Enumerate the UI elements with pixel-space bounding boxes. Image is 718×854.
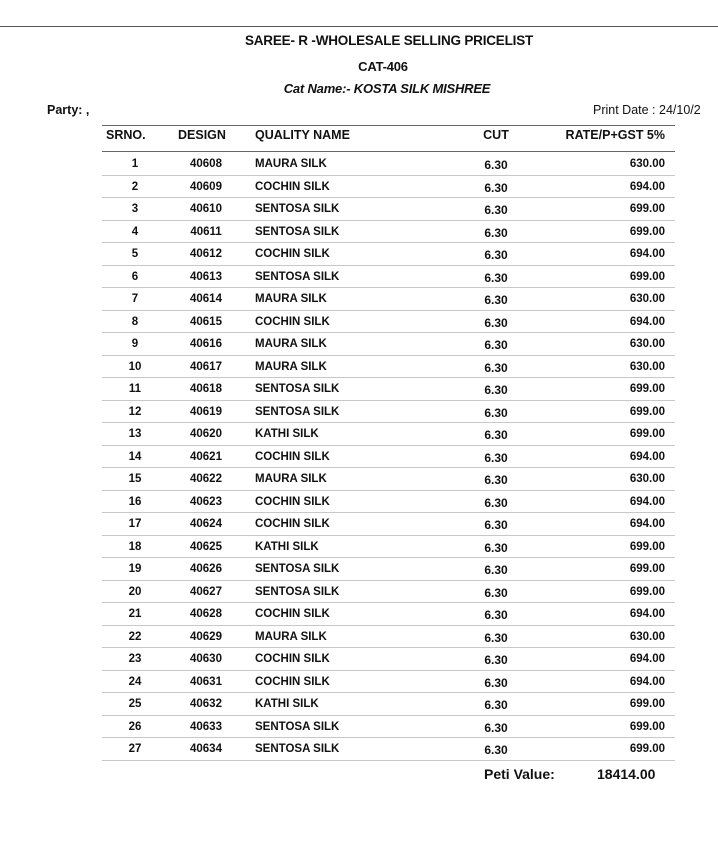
column-header-quality-name: QUALITY NAME <box>255 128 350 142</box>
row-rate: 699.00 <box>629 563 665 575</box>
row-rate: 699.00 <box>629 698 665 710</box>
table-row <box>102 198 675 221</box>
table-row <box>102 243 675 266</box>
row-cut: 6.30 <box>484 360 508 375</box>
row-rate: 699.00 <box>629 585 665 598</box>
row-srno: 14 <box>128 450 142 463</box>
table-row <box>102 446 675 469</box>
row-srno: 7 <box>131 293 139 305</box>
row-design: 40612 <box>190 248 222 260</box>
table-row <box>102 333 675 356</box>
row-quality-name: SENTOSA SILK <box>255 203 340 215</box>
row-rate: 699.00 <box>629 428 665 440</box>
row-rate: 694.00 <box>629 675 665 688</box>
table-row <box>102 513 675 536</box>
table-row <box>102 468 675 491</box>
table-row <box>102 716 675 739</box>
top-divider <box>0 26 718 27</box>
row-cut: 6.30 <box>484 518 508 532</box>
row-srno: 25 <box>128 698 142 710</box>
party-label: Party: , <box>47 103 90 117</box>
table-row <box>102 356 675 379</box>
row-srno: 19 <box>128 563 142 575</box>
row-cut: 6.30 <box>484 743 508 757</box>
column-header-design: DESIGN <box>178 128 226 142</box>
row-design: 40617 <box>190 360 222 373</box>
row-design: 40634 <box>190 743 222 755</box>
row-cut: 6.30 <box>484 675 508 690</box>
row-design: 40611 <box>190 225 222 238</box>
row-design: 40619 <box>190 405 222 418</box>
row-cut: 6.30 <box>484 203 508 217</box>
row-quality-name: SENTOSA SILK <box>255 225 340 238</box>
row-design: 40621 <box>190 450 222 463</box>
print-date: Print Date : 24/10/2 <box>593 103 701 117</box>
row-cut: 6.30 <box>484 608 508 622</box>
row-design: 40610 <box>190 203 222 215</box>
row-rate: 699.00 <box>629 540 665 553</box>
table-row <box>102 401 675 424</box>
table-row <box>102 221 675 244</box>
row-cut: 6.30 <box>484 248 508 262</box>
row-quality-name: SENTOSA SILK <box>255 585 340 598</box>
row-rate: 694.00 <box>629 450 665 463</box>
row-srno: 21 <box>128 608 142 620</box>
catalog-number: CAT-406 <box>358 59 408 74</box>
table-row <box>102 693 675 716</box>
table-row <box>102 176 675 199</box>
row-rate: 699.00 <box>629 720 665 733</box>
row-rate: 694.00 <box>629 495 665 508</box>
row-quality-name: SENTOSA SILK <box>255 405 340 418</box>
row-rate: 630.00 <box>629 630 665 643</box>
row-quality-name: MAURA SILK <box>255 360 327 373</box>
table-row <box>102 671 675 694</box>
peti-value-label: Peti Value: <box>484 766 555 782</box>
row-quality-name: MAURA SILK <box>255 293 327 305</box>
row-design: 40630 <box>190 653 222 665</box>
row-cut: 6.30 <box>484 450 508 465</box>
row-quality-name: SENTOSA SILK <box>255 743 340 755</box>
row-quality-name: COCHIN SILK <box>255 653 330 665</box>
table-row <box>102 626 675 649</box>
row-cut: 6.30 <box>484 698 508 712</box>
row-rate: 630.00 <box>629 338 665 350</box>
row-cut: 6.30 <box>484 563 508 577</box>
row-cut: 6.30 <box>484 293 508 307</box>
row-srno: 17 <box>128 518 142 530</box>
row-cut: 6.30 <box>484 630 508 645</box>
row-design: 40628 <box>190 608 222 620</box>
row-design: 40622 <box>190 473 222 485</box>
row-rate: 630.00 <box>629 360 665 373</box>
row-quality-name: COCHIN SILK <box>255 450 330 463</box>
row-design: 40632 <box>190 698 222 710</box>
document-title: SAREE- R -WHOLESALE SELLING PRICELIST <box>244 33 534 48</box>
row-design: 40616 <box>190 338 222 350</box>
table-row <box>102 738 675 761</box>
row-quality-name: COCHIN SILK <box>255 180 330 193</box>
table-row <box>102 581 675 604</box>
row-design: 40620 <box>190 428 222 440</box>
table-row <box>102 311 675 334</box>
row-cut: 6.30 <box>484 540 508 555</box>
row-srno: 16 <box>128 495 142 508</box>
row-quality-name: COCHIN SILK <box>255 248 330 260</box>
row-rate: 694.00 <box>629 608 665 620</box>
row-cut: 6.30 <box>484 405 508 420</box>
table-header-border <box>102 151 675 152</box>
row-quality-name: SENTOSA SILK <box>255 720 340 733</box>
row-design: 40624 <box>190 518 222 530</box>
table-row <box>102 603 675 626</box>
row-design: 40608 <box>190 158 222 170</box>
row-design: 40626 <box>190 563 222 575</box>
row-rate: 630.00 <box>629 293 665 305</box>
row-quality-name: MAURA SILK <box>255 338 327 350</box>
row-cut: 6.30 <box>484 495 508 510</box>
row-design: 40629 <box>190 630 222 643</box>
table-row <box>102 558 675 581</box>
row-srno: 9 <box>131 338 139 350</box>
row-srno: 1 <box>131 158 139 170</box>
row-rate: 699.00 <box>629 203 665 215</box>
row-cut: 6.30 <box>484 315 508 330</box>
row-srno: 6 <box>131 270 139 283</box>
row-quality-name: SENTOSA SILK <box>255 563 340 575</box>
row-rate: 699.00 <box>629 383 665 395</box>
row-cut: 6.30 <box>484 720 508 735</box>
row-rate: 699.00 <box>629 405 665 418</box>
row-design: 40614 <box>190 293 222 305</box>
column-header-srno: SRNO. <box>106 128 146 142</box>
row-cut: 6.30 <box>484 225 508 240</box>
table-row <box>102 288 675 311</box>
row-quality-name: MAURA SILK <box>255 630 327 643</box>
row-quality-name: MAURA SILK <box>255 158 327 170</box>
row-cut: 6.30 <box>484 473 508 487</box>
row-rate: 694.00 <box>629 248 665 260</box>
row-quality-name: SENTOSA SILK <box>255 270 340 283</box>
table-row <box>102 491 675 514</box>
row-srno: 22 <box>128 630 142 643</box>
row-design: 40631 <box>190 675 222 688</box>
row-srno: 12 <box>128 405 142 418</box>
row-rate: 699.00 <box>629 225 665 238</box>
row-srno: 26 <box>128 720 142 733</box>
row-rate: 694.00 <box>629 315 665 328</box>
row-design: 40613 <box>190 270 222 283</box>
row-srno: 3 <box>131 203 139 215</box>
row-design: 40627 <box>190 585 222 598</box>
row-quality-name: COCHIN SILK <box>255 518 330 530</box>
peti-value-amount: 18414.00 <box>597 766 656 782</box>
row-srno: 2 <box>131 180 139 193</box>
row-srno: 18 <box>128 540 142 553</box>
row-cut: 6.30 <box>484 180 508 195</box>
row-cut: 6.30 <box>484 383 508 397</box>
row-cut: 6.30 <box>484 270 508 285</box>
row-rate: 630.00 <box>629 473 665 485</box>
column-header-cut: CUT <box>483 128 509 142</box>
table-header-row <box>102 128 675 148</box>
row-srno: 27 <box>128 743 142 755</box>
row-quality-name: KATHI SILK <box>255 698 319 710</box>
row-quality-name: KATHI SILK <box>255 428 319 440</box>
row-srno: 10 <box>128 360 142 373</box>
table-row <box>102 266 675 289</box>
row-cut: 6.30 <box>484 585 508 600</box>
row-rate: 694.00 <box>629 180 665 193</box>
row-srno: 13 <box>128 428 142 440</box>
row-srno: 5 <box>131 248 139 260</box>
table-body <box>102 153 675 761</box>
row-cut: 6.30 <box>484 338 508 352</box>
row-design: 40615 <box>190 315 222 328</box>
row-srno: 24 <box>128 675 142 688</box>
row-design: 40618 <box>190 383 222 395</box>
column-header-rate: RATE/P+GST 5% <box>565 128 665 142</box>
row-quality-name: COCHIN SILK <box>255 675 330 688</box>
catalog-name: Cat Name:- KOSTA SILK MISHREE <box>283 81 491 96</box>
table-row <box>102 423 675 446</box>
row-srno: 15 <box>128 473 142 485</box>
row-srno: 8 <box>131 315 139 328</box>
row-quality-name: COCHIN SILK <box>255 315 330 328</box>
row-quality-name: COCHIN SILK <box>255 608 330 620</box>
row-quality-name: COCHIN SILK <box>255 495 330 508</box>
row-rate: 630.00 <box>629 158 665 170</box>
table-row <box>102 648 675 671</box>
table-row <box>102 153 675 176</box>
table-row <box>102 378 675 401</box>
row-quality-name: SENTOSA SILK <box>255 383 340 395</box>
row-cut: 6.30 <box>484 428 508 442</box>
row-quality-name: KATHI SILK <box>255 540 319 553</box>
row-design: 40609 <box>190 180 222 193</box>
row-rate: 694.00 <box>629 518 665 530</box>
table-top-border <box>102 125 675 126</box>
row-design: 40623 <box>190 495 222 508</box>
row-rate: 699.00 <box>629 270 665 283</box>
table-row <box>102 536 675 559</box>
row-cut: 6.30 <box>484 158 508 172</box>
row-srno: 23 <box>128 653 142 665</box>
row-srno: 4 <box>131 225 139 238</box>
row-design: 40633 <box>190 720 222 733</box>
row-srno: 20 <box>128 585 142 598</box>
row-cut: 6.30 <box>484 653 508 667</box>
row-design: 40625 <box>190 540 222 553</box>
row-rate: 699.00 <box>629 743 665 755</box>
row-srno: 11 <box>128 383 142 395</box>
row-quality-name: MAURA SILK <box>255 473 327 485</box>
row-rate: 694.00 <box>629 653 665 665</box>
